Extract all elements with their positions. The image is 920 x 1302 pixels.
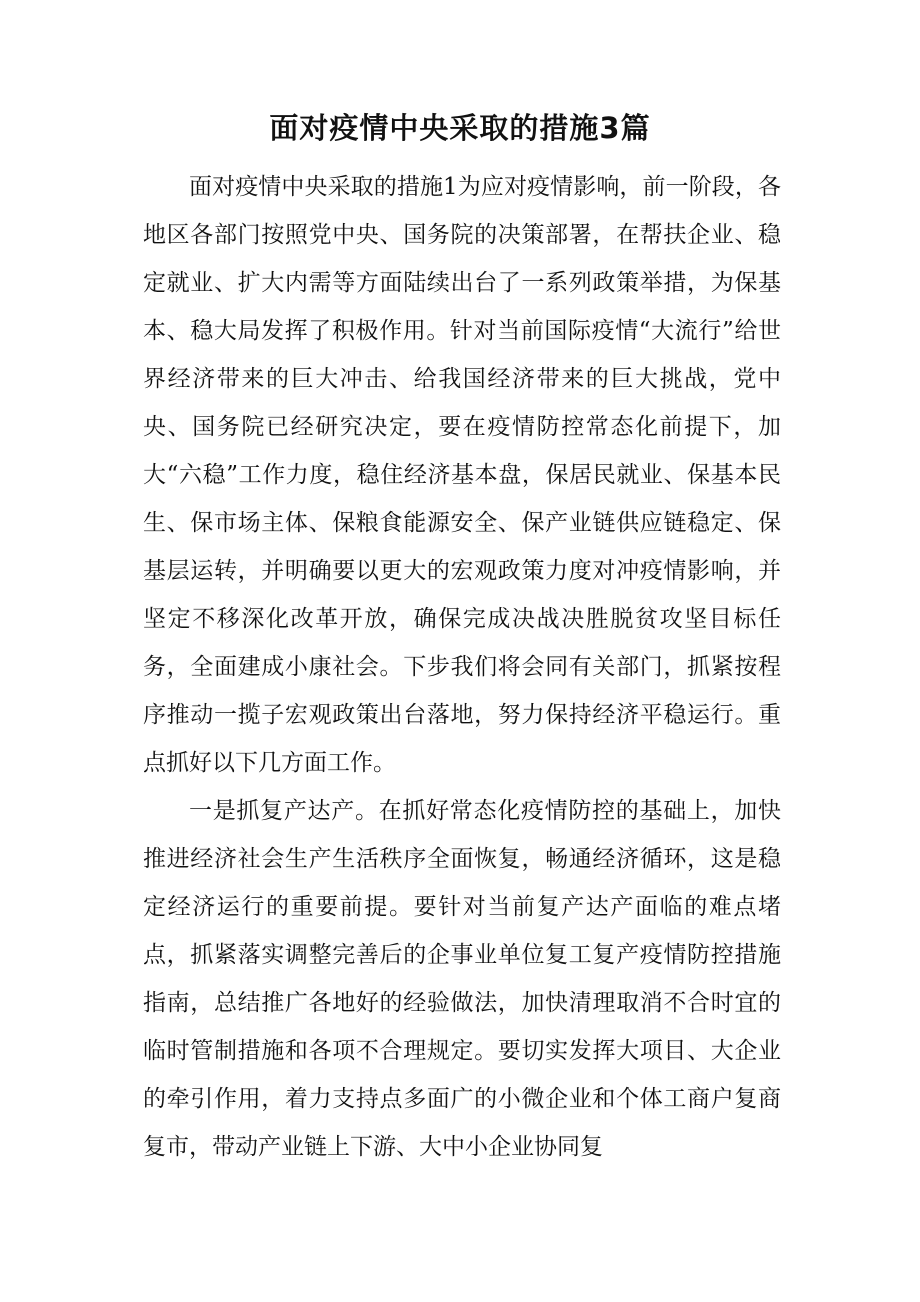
document-title: 面对疫情中央采取的措施3篇	[269, 111, 651, 145]
paragraph-1: 面对疫情中央采取的措施1为应对疫情影响，前一阶段，各地区各部门按照党中央、国务院的决策部署，在帮扶企业、稳定就业、扩大内需等方面陆续出台了一系列政策举措，为保基本、稳大局发挥了积极作用。针对当前国际疫情“大流行”给世界经济带来的巨大冲击、给我国经济带来的巨大挑战，党中央、国务院已经研究决定，要在疫情防控常态化前提下，加大“六稳”工作力度，稳住经济基本盘，保居民就业、保基本民生、保市场主体、保粮食能源安全、保产业链供应链稳定、保基层运转，并明确要以更大的宏观政策力度对冲疫情影响，并坚定不移深化改革开放，确保完成决战决胜脱贫攻坚目标任务，全面建成小康社会。下步我们将会同有关部门，抓紧按程序推动一揽子宏观政策出台落地，努力保持经济平稳运行。重点抓好以下几方面工作。	[143, 174, 781, 776]
document-body	[143, 163, 781, 1171]
paragraph-2: 一是抓复产达产。在抓好常态化疫情防控的基础上，加快推进经济社会生产生活秩序全面恢复，畅通经济循环，这是稳定经济运行的重要前提。要针对当前复产达产面临的难点堵点，抓紧落实调整完善后的企事业单位复工复产疫情防控措施指南，总结推广各地好的经验做法，加快清理取消不合时宜的临时管制措施和各项不合理规定。要切实发挥大项目、大企业的牵引作用，着力支持点多面广的小微企业和个体工商户复商复市，带动产业链上下游、大中小企业协同复	[143, 798, 781, 1160]
